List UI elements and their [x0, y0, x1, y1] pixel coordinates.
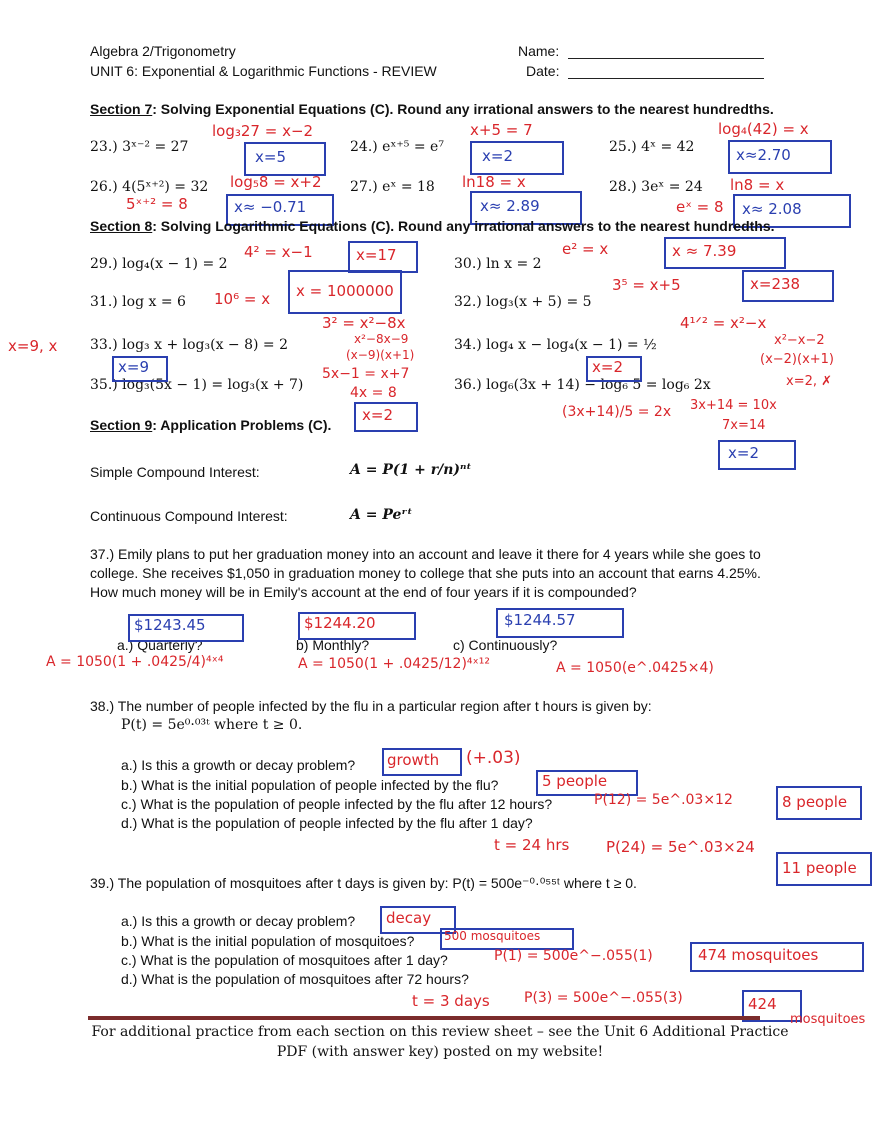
date-field[interactable] — [568, 78, 764, 79]
section7-title: Section 7: Solving Exponential Equations (C). Round any irrational answers to the nearest hundredths. — [90, 101, 774, 117]
footer-line2: PDF (with answer key) posted on my website! — [276, 1044, 604, 1060]
problem-38d: d.) What is the population of people infected by the flu after 1 day? — [121, 815, 533, 831]
work-36b: 3x+14 = 10x — [690, 398, 777, 413]
answer-38a: growth — [387, 751, 440, 769]
course-title: Algebra 2/Trigonometry — [90, 43, 236, 59]
problem-36: 36.) log₆(3x + 14) − log₆ 5 = log₆ 2x — [454, 377, 711, 393]
unit-title: UNIT 6: Exponential & Logarithmic Functions - REVIEW — [90, 63, 437, 79]
answer-25: x≈2.70 — [736, 146, 791, 164]
problem-30: 30.) ln x = 2 — [454, 256, 542, 272]
answer-39b: 500 mosquitoes — [444, 929, 541, 943]
work-39c: P(1) = 500e^−.055(1) — [494, 948, 653, 964]
problem-39d: d.) What is the population of mosquitoes after 72 hours? — [121, 971, 469, 987]
answer-33: x=9 — [118, 358, 149, 376]
name-label: Name: — [518, 43, 560, 59]
answer-39c: 474 mosquitoes — [698, 946, 819, 964]
answer-26: x≈ −0.71 — [234, 198, 307, 216]
work-24: x+5 = 7 — [470, 121, 533, 139]
work-32: 3⁵ = x+5 — [612, 276, 681, 294]
answer-37b: $1244.20 — [304, 614, 376, 632]
problem-37c: c) Continuously? — [453, 637, 558, 653]
problem-25: 25.) 4ˣ = 42 — [609, 139, 695, 155]
answer-35: x=2 — [362, 406, 393, 424]
work-38a: (+.03) — [466, 748, 521, 768]
work-37c: A = 1050(e^.0425×4) — [556, 660, 714, 676]
work-28b: eˣ = 8 — [676, 198, 724, 216]
work-37b: A = 1050(1 + .0425/12)⁴ˣ¹² — [298, 656, 490, 672]
problem-39a: a.) Is this a growth or decay problem? — [121, 913, 356, 929]
simple-interest-formula: A = P(1 + r/n)ⁿᵗ — [350, 462, 472, 478]
problem-26: 26.) 4(5ˣ⁺²) = 32 — [90, 179, 209, 195]
answer-34: x=2 — [592, 358, 623, 376]
answer-28: x≈ 2.08 — [742, 200, 802, 218]
work-23: log₃27 = x−2 — [212, 122, 314, 140]
answer-30: x ≈ 7.39 — [672, 242, 737, 260]
work-35b: 4x = 8 — [350, 385, 397, 401]
problem-27: 27.) eˣ = 18 — [350, 179, 435, 195]
answer-31: x = 1000000 — [296, 282, 394, 300]
work-33a: 3² = x²−8x — [322, 314, 406, 332]
problem-38-line1: 38.) The number of people infected by the flu in a particular region after t hours is given by: — [90, 698, 652, 714]
work-36c: 7x=14 — [722, 418, 766, 433]
work-29: 4² = x−1 — [244, 243, 313, 261]
simple-interest-label: Simple Compound Interest: — [90, 464, 260, 480]
side-note-33: x=9, x — [8, 337, 58, 355]
problem-37-text: 37.) Emily plans to put her graduation money into an account and leave it there for 4 years while she goes to college. She receives $1,050 in graduation money to college that she puts into an account that earns 4.25%. How much money will be in Emily's account at the end of four years if it is compounded? — [90, 546, 761, 600]
work-33b: x²−8x−9 — [354, 332, 409, 346]
answer-39d: 424 — [748, 995, 777, 1013]
answer-38d: 11 people — [782, 859, 857, 877]
work-28a: ln8 = x — [730, 176, 785, 194]
footer-rule — [88, 1016, 760, 1020]
answer-29: x=17 — [356, 246, 397, 264]
work-38c: P(12) = 5e^.03×12 — [594, 792, 733, 808]
problem-38c: c.) What is the population of people infected by the flu after 12 hours? — [121, 796, 553, 812]
work-34a: 4¹ᐟ² = x²−x — [680, 314, 767, 332]
answer-38c: 8 people — [782, 793, 848, 811]
problem-28: 28.) 3eˣ = 24 — [609, 179, 703, 195]
problem-38-formula: P(t) = 5e⁰·⁰³ᵗ where t ≥ 0. — [121, 717, 303, 733]
answer-27: x≈ 2.89 — [480, 197, 540, 215]
problem-35: 35.) log₃(5x − 1) = log₃(x + 7) — [90, 377, 304, 393]
work-39d: P(3) = 500e^−.055(3) — [524, 990, 683, 1006]
work-31: 10⁶ = x — [214, 290, 271, 308]
work-33c: (x−9)(x+1) — [346, 348, 415, 362]
date-label: Date: — [526, 63, 560, 79]
work-34b: x²−x−2 — [774, 333, 825, 348]
problem-31: 31.) log x = 6 — [90, 294, 186, 310]
name-field[interactable] — [568, 58, 764, 59]
work-25: log₄(42) = x — [718, 120, 809, 138]
problem-32: 32.) log₃(x + 5) = 5 — [454, 294, 592, 310]
answer-39d-unit: mosquitoes — [790, 1012, 866, 1027]
work-30: e² = x — [562, 240, 609, 258]
answer-37c: $1244.57 — [504, 611, 576, 629]
answer-39a: decay — [386, 909, 432, 927]
answer-23: x=5 — [255, 148, 286, 166]
work-34d: x=2, ✗ — [786, 374, 833, 389]
problem-37b: b) Monthly? — [296, 637, 370, 653]
work-27: ln18 = x — [462, 173, 526, 191]
answer-24: x=2 — [482, 147, 513, 165]
work-34c: (x−2)(x+1) — [760, 352, 835, 367]
problem-37a: a.) Quarterly? — [117, 637, 203, 653]
section9-title: Section 9: Application Problems (C). — [90, 417, 332, 433]
continuous-interest-label: Continuous Compound Interest: — [90, 508, 288, 524]
problem-33: 33.) log₃ x + log₃(x − 8) = 2 — [90, 337, 289, 353]
work-26b: 5ˣ⁺² = 8 — [126, 195, 188, 213]
footer-line1: For additional practice from each section on this review sheet – see the Unit 6 Additional Practice — [91, 1024, 789, 1040]
section8-title: Section 8: Solving Logarithmic Equations (C). Round any irrational answers to the nearest hundredths. — [90, 218, 775, 234]
answer-38b: 5 people — [542, 772, 608, 790]
work-38d-time: t = 24 hrs — [494, 836, 570, 854]
problem-24: 24.) eˣ⁺⁵ = e⁷ — [350, 139, 444, 155]
answer-36: x=2 — [728, 444, 759, 462]
work-35a: 5x−1 = x+7 — [322, 366, 410, 382]
problem-38a: a.) Is this a growth or decay problem? — [121, 757, 356, 773]
problem-38b: b.) What is the initial population of people infected by the flu? — [121, 777, 499, 793]
work-26a: log₅8 = x+2 — [230, 173, 322, 191]
work-39d-time: t = 3 days — [412, 992, 490, 1010]
continuous-interest-formula: A = Peʳᵗ — [350, 507, 413, 523]
answer-37a: $1243.45 — [134, 616, 206, 634]
problem-29: 29.) log₄(x − 1) = 2 — [90, 256, 228, 272]
answer-32: x=238 — [750, 275, 801, 293]
work-37a: A = 1050(1 + .0425/4)⁴ˣ⁴ — [46, 654, 224, 670]
work-38d: P(24) = 5e^.03×24 — [606, 838, 755, 856]
problem-34: 34.) log₄ x − log₄(x − 1) = ½ — [454, 337, 657, 353]
problem-39c: c.) What is the population of mosquitoes after 1 day? — [121, 952, 448, 968]
problem-23: 23.) 3ˣ⁻² = 27 — [90, 139, 189, 155]
problem-39b: b.) What is the initial population of mosquitoes? — [121, 933, 415, 949]
problem-39-line1: 39.) The population of mosquitoes after t days is given by: P(t) = 500e⁻⁰·⁰⁵⁵ᵗ where t ≥ 0. — [90, 875, 637, 891]
work-36a: (3x+14)/5 = 2x — [562, 404, 672, 420]
